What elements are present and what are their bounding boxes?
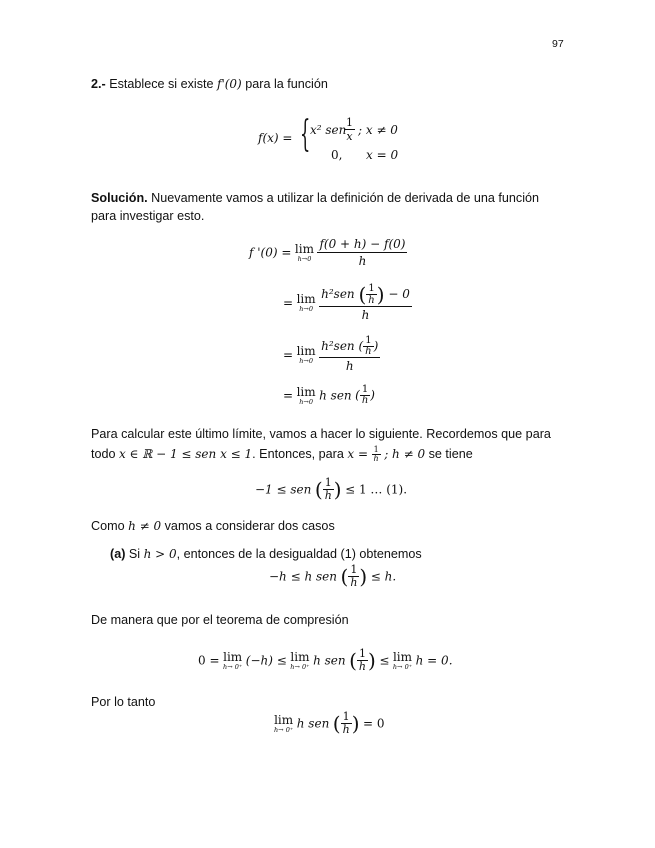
page-number: 97 [552, 38, 564, 50]
case-a-inequality: −h ≤ h sen ( $\frac{1}{h}$ ) ≤ h. [269, 563, 397, 589]
solution-line-2: para investigar esto. [91, 209, 205, 223]
derivation-step-4: = lim h→0 h sen ( $\frac{1}{h}$ ) [283, 384, 375, 406]
squeeze-expression: 0 = lim h→ 0⁺ (−h) ≤ lim h→ 0⁺ h sen ( $\frac{1}{h}$ ) ≤ lim h→ 0⁺ h = 0. [198, 647, 453, 673]
problem-statement: 2.- Establece si existe f'(0) para la función [91, 77, 328, 91]
cases-intro: Como h ≠ 0 vamos a considerar dos casos [91, 519, 335, 533]
paragraph-line-2: todo x ∈ ℝ − 1 ≤ sen x ≤ 1. Entonces, para x = $\frac{1}{h}$ ; h ≠ 0 se tiene [91, 445, 473, 463]
conclusion-expression: lim h→ 0⁺ h sen ( $\frac{1}{h}$ ) = 0 [274, 710, 385, 736]
solution-line-1: Solución. Nuevamente vamos a utilizar la definición de derivada de una función [91, 191, 540, 205]
case-a-line: (a) Si h > 0, entonces de la desigualdad (1) obtenemos [110, 547, 422, 561]
squeeze-text: De manera que por el teorema de compresión [91, 613, 349, 627]
brace: { [300, 114, 311, 155]
inequality-1: −1 ≤ sen ( $\frac{1}{h}$ ) ≤ 1 … (1). [255, 476, 408, 502]
piecewise-function: f(x) = { x² sen $\frac{1}{x}$ ; x ≠ 0 0, x = 0 [258, 114, 399, 162]
derivation-step-1: f '(0) = lim h→0 $\frac{f(0 + h) - f(0)}{h}$ [249, 237, 406, 268]
paragraph-line-1: Para calcular este último límite, vamos a hacer lo siguiente. Recordemos que para [91, 427, 551, 441]
case-a-label: (a) [110, 547, 126, 561]
fprime-zero: f'(0) [217, 77, 242, 91]
derivation-step-3: = lim h→0 h²sen ( $\frac{1}{h}$ ) h [283, 335, 379, 373]
derivation-step-2: = lim h→0 h²sen ( $\frac{1}{h}$ ) − 0 h [283, 282, 410, 322]
conclusion-text: Por lo tanto [91, 695, 156, 709]
solution-label: Solución. [91, 191, 148, 205]
problem-label: 2.- [91, 77, 106, 91]
